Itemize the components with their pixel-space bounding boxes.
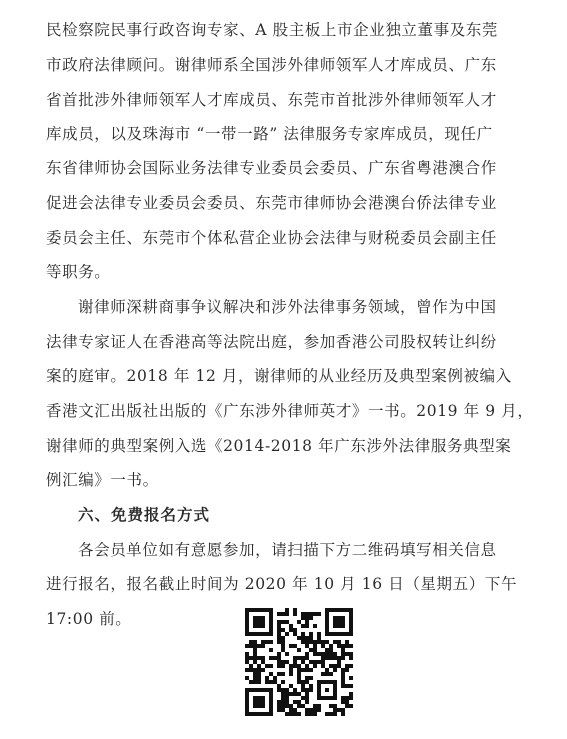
text-line: 民检察院民事行政咨询专家、A 股主板上市企业独立董事及东莞 [46, 21, 499, 39]
text-line: 促进会法律专业委员会委员、东莞市律师协会港澳台侨法律专业 [46, 194, 497, 212]
text-line: 法律专家证人在香港高等法院出庭，参加香港公司股权转让纠纷 [46, 333, 497, 351]
text-line: 谢律师深耕商事争议解决和涉外法律事务领域，曾作为中国 [78, 298, 497, 316]
text-line: 库成员，以及珠海市 “一带一路” 法律服务专家库成员，现任广 [46, 125, 493, 143]
text-line: 省首批涉外律师领军人才库成员、东莞市首批涉外律师领军人才 [46, 91, 497, 109]
text-line: 各会员单位如有意愿参加，请扫描下方二维码填写相关信息 [78, 541, 497, 559]
section-heading: 六、免费报名方式 [78, 506, 211, 524]
text-line: 例汇编》一书。 [46, 471, 159, 489]
text-line: 进行报名，报名截止时间为 2020 年 10 月 16 日（星期五）下午 [46, 575, 518, 593]
qr-code-icon[interactable] [245, 608, 353, 716]
text-line: 谢律师的典型案例入选《2014-2018 年广东涉外法律服务典型案 [46, 437, 512, 455]
text-line: 17:00 前。 [46, 610, 132, 628]
text-line: 东省律师协会国际业务法律专业委员会委员、广东省粤港澳合作 [46, 159, 497, 177]
text-line: 等职务。 [46, 263, 111, 281]
text-line: 市政府法律顾问。谢律师系全国涉外律师领军人才库成员、广东 [46, 56, 497, 74]
text-line: 案的庭审。2018 年 12 月，谢律师的从业经历及典型案例被编入 [46, 367, 512, 385]
text-line: 委员会主任、东莞市个体私营企业协会法律与财税委员会副主任 [46, 229, 497, 247]
text-line: 香港文汇出版社出版的《广东涉外律师英才》一书。2019 年 9 月， [46, 402, 534, 420]
